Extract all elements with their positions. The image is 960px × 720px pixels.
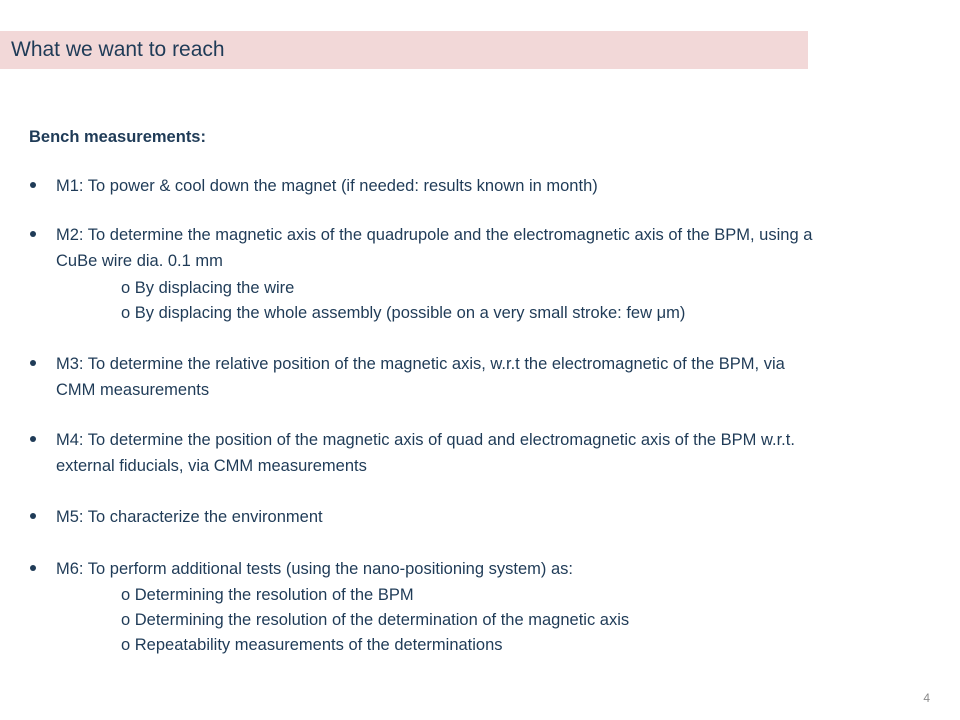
bullet-m2-line1: M2: To determine the magnetic axis of the quadrupole and the electromagnetic axis of the BPM, using a [56, 226, 813, 244]
bullet-m6: M6: To perform additional tests (using the nano-positioning system) as: [56, 560, 573, 578]
bullet-m3-line1: M3: To determine the relative position of the magnetic axis, w.r.t the electromagnetic of the BPM, via [56, 355, 785, 373]
bullet-dot [30, 231, 36, 237]
section-heading: Bench measurements: [29, 128, 206, 146]
subitem-m2-1: o By displacing the wire [121, 279, 295, 297]
subitem-m6-2: o Determining the resolution of the determination of the magnetic axis [121, 611, 630, 629]
bullet-dot [30, 436, 36, 442]
bullet-dot [30, 182, 36, 188]
subitem-m2-2: o By displacing the whole assembly (possible on a very small stroke: few μm) [121, 304, 686, 322]
bullet-m4-line1: M4: To determine the position of the magnetic axis of quad and electromagnetic axis of the BPM w.r.t. [56, 431, 795, 449]
bullet-m4-line2: external fiducials, via CMM measurements [56, 457, 367, 475]
subitem-m6-1: o Determining the resolution of the BPM [121, 586, 414, 604]
bullet-m3-line2: CMM measurements [56, 381, 210, 399]
subitem-m6-3: o Repeatability measurements of the determinations [121, 636, 503, 654]
bullet-m1: M1: To power & cool down the magnet (if needed: results known in month) [56, 177, 598, 195]
bullet-dot [30, 360, 36, 366]
slide-title: What we want to reach [11, 38, 225, 61]
bullet-dot [30, 565, 36, 571]
bullet-m5: M5: To characterize the environment [56, 508, 323, 526]
bullet-m2-line2: CuBe wire dia. 0.1 mm [56, 252, 223, 270]
page-number: 4 [923, 691, 930, 705]
bullet-dot [30, 513, 36, 519]
